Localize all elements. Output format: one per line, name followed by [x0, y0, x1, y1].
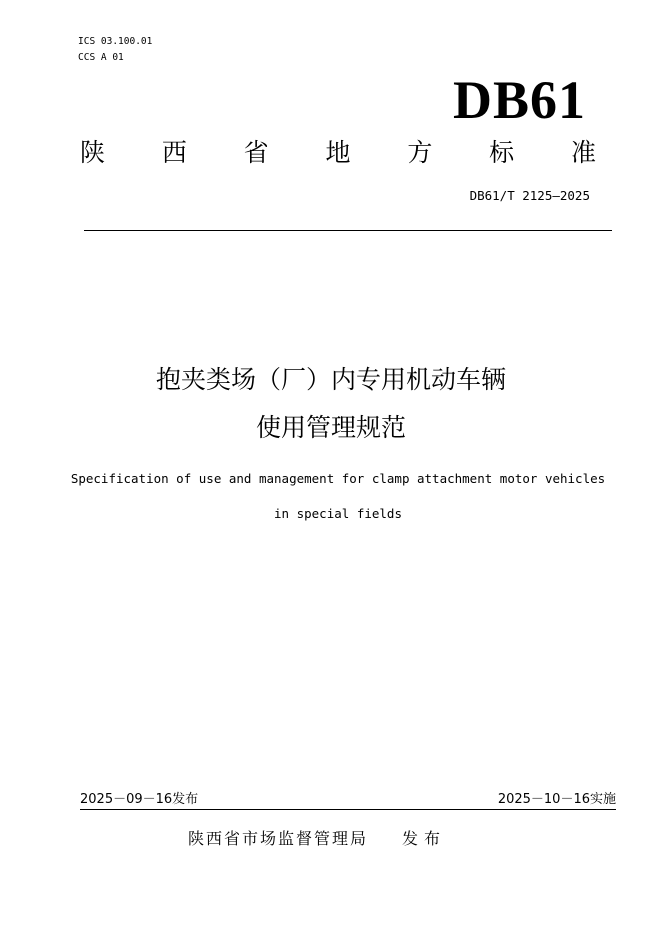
standard-type-title [80, 136, 596, 170]
english-title-line-1: Specification of use and management for clamp attachment motor vehicles [70, 471, 606, 486]
ccs-code: CCS A 01 [78, 52, 124, 63]
english-title-line-2: in special fields [274, 506, 402, 521]
standard-type-char: 标 [489, 138, 515, 167]
standard-logo: DB61 [452, 70, 586, 130]
ics-code: ICS 03.100.01 [78, 36, 153, 47]
issuing-authority-line [188, 828, 446, 850]
standard-number: DB61/T 2125—2025 [469, 188, 590, 203]
issuing-authority: 陕西省市场监督管理局 [188, 829, 369, 848]
header-divider [84, 230, 612, 231]
english-title [0, 461, 662, 531]
standard-type-char: 西 [161, 138, 187, 167]
standard-type-char: 方 [407, 138, 433, 167]
chinese-title [0, 356, 662, 452]
standard-type-char: 省 [243, 138, 269, 167]
publish-date: 2025－09－16发布 [80, 792, 199, 807]
standard-type-char: 地 [325, 138, 351, 167]
issue-action: 发布 [402, 829, 447, 848]
standard-type-char: 准 [570, 138, 596, 167]
classification-codes [78, 34, 152, 66]
implementation-date: 2025－10－16实施 [497, 792, 616, 807]
standard-type-char: 陕 [80, 138, 106, 167]
footer-divider [80, 809, 616, 810]
chinese-title-line-2: 使用管理规范 [255, 413, 406, 442]
chinese-title-line-1: 抱夹类场（厂）内专用机动车辆 [155, 365, 506, 394]
